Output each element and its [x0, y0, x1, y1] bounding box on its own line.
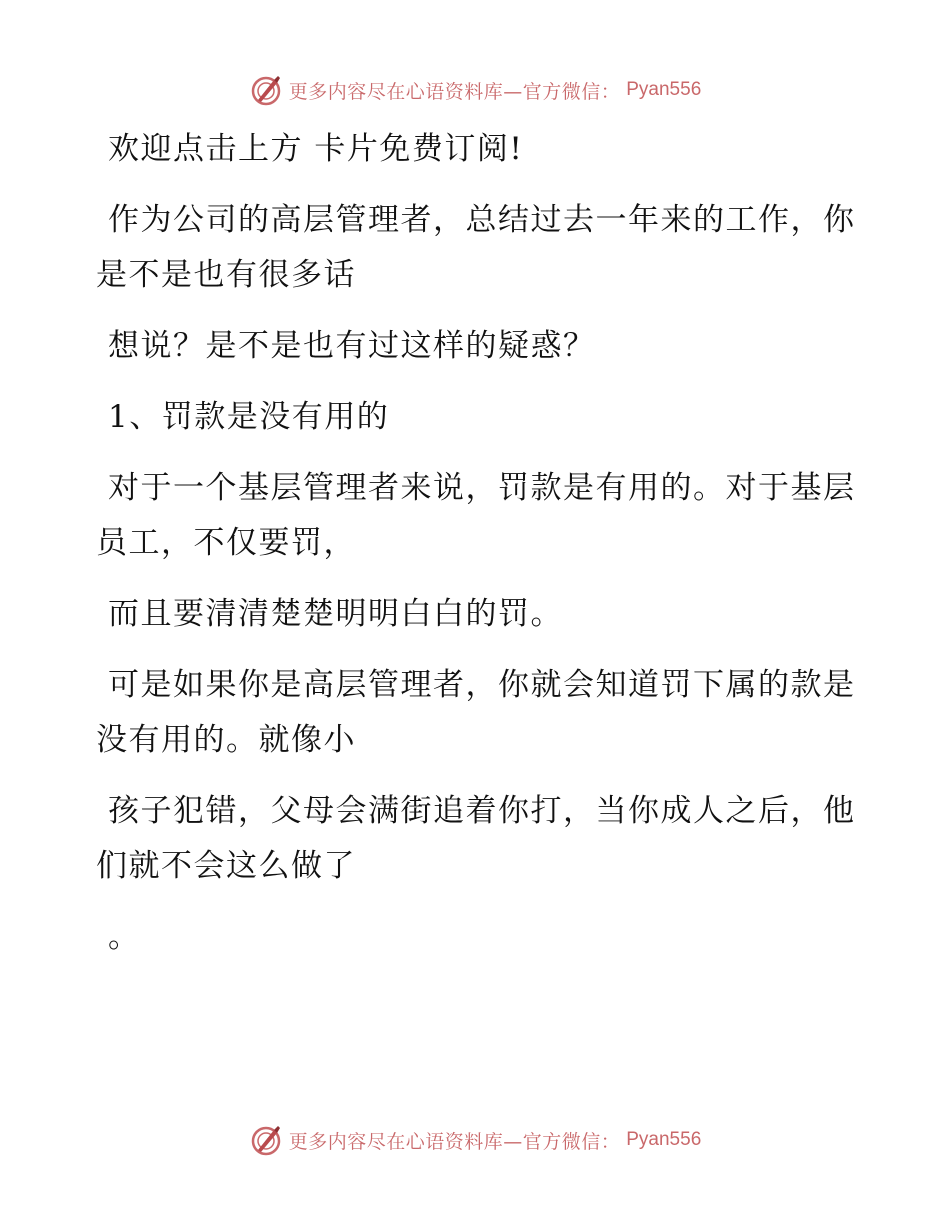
watermark-text: 更多内容尽在心语资料库—官方微信：: [288, 80, 621, 103]
paragraph-clear-penalty: 而且要清清楚楚明明白白的罚。: [108, 596, 563, 632]
watermark-wechat-id: Pyan556: [626, 1129, 702, 1150]
paragraph-basic-manager: 对于一个基层管理者来说，罚款是有用的。对于基层员工，不仅要罚，: [96, 470, 856, 561]
paragraph-child-analogy: 孩子犯错，父母会满街追着你打，当你成人之后，他们就不会这么做了: [96, 793, 856, 884]
document-body: [96, 122, 856, 981]
pen-logo-icon: [249, 73, 283, 107]
paragraph-trailing-period: 。: [108, 919, 141, 955]
footer-watermark: [0, 1120, 950, 1160]
watermark-wechat-id: Pyan556: [626, 79, 702, 100]
paragraph-welcome: 欢迎点击上方 卡片免费订阅!: [108, 131, 524, 167]
pen-logo-icon: [249, 1123, 283, 1157]
watermark-text: 更多内容尽在心语资料库—官方微信：: [288, 1130, 621, 1153]
paragraph-intro: 作为公司的高层管理者，总结过去一年来的工作，你是不是也有很多话: [96, 202, 856, 293]
paragraph-senior-manager: 可是如果你是高层管理者，你就会知道罚下属的款是没有用的。就像小: [96, 667, 856, 758]
paragraph-question: 想说？是不是也有过这样的疑惑？: [108, 328, 596, 364]
section-heading-1: 1、罚款是没有用的: [108, 399, 390, 435]
header-watermark: [0, 70, 950, 110]
